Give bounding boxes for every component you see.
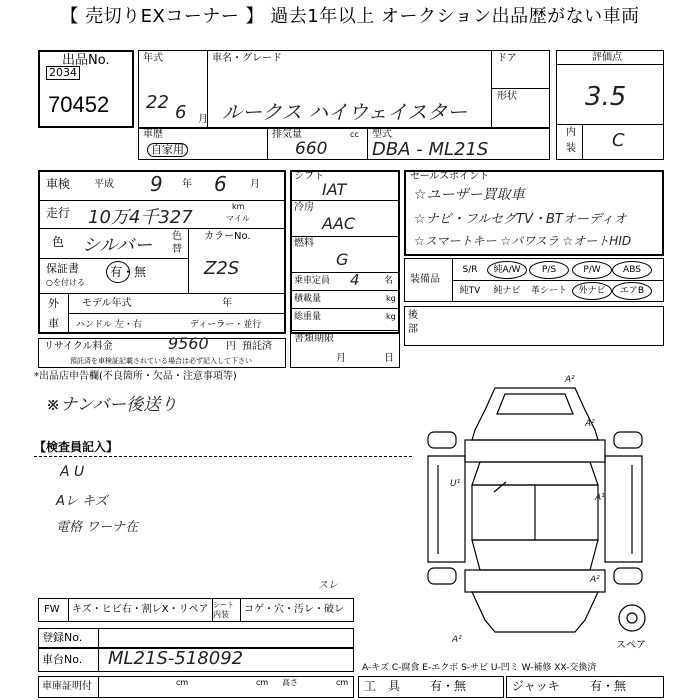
tools-label: 工 具 [364,679,401,693]
capacity-value: 4 [350,271,360,289]
warranty-label: 保証書 [46,262,79,275]
month-suffix: 月 [198,114,208,125]
color-no-label: カラーNo. [204,231,251,242]
sales-point-3: ☆スマートキー ☆パワスラ ☆オートHID [414,234,632,248]
gross-unit: kg [386,312,396,321]
mileage-value: 10万4千327 [88,207,193,228]
ac-value: AAC [322,214,356,233]
damage-mark: A² [585,419,595,429]
remarks-header: *出品店申告欄(不良箇所・欠品・注意事項等) [34,371,237,382]
history-value: 自家用 [147,143,188,157]
jack-label: ジャッキ [512,679,560,693]
equip-pw-circle [572,261,612,279]
divider [98,676,99,698]
seat-label-1: シート [213,601,234,609]
equip-navi: 純ナビ [493,286,521,296]
cert-label: 車庫証明付 [42,681,92,692]
divider [68,313,286,314]
divider [290,308,400,309]
reg-label: 登録No. [42,631,83,644]
rear-label-1: 後 [408,310,418,321]
equip-airbag-circle [612,282,652,300]
divider [38,200,286,201]
fw-label: FW [44,604,60,615]
rear-label-2: 部 [408,324,418,335]
year-value: 22 [146,92,169,113]
door-label: ドア [497,53,517,64]
divider [68,598,69,622]
grade-value: 3.5 [585,82,627,112]
dealer-label: ディーラー・並行 [190,320,262,330]
ac-label: 冷房 [294,202,314,213]
capacity-unit: 名 [384,276,394,286]
divider [98,628,99,648]
seat-items: コゲ・穴・汚レ・破レ [244,604,344,615]
foreign-label-2: 車 [48,317,59,330]
color-no-value: Z2S [204,258,240,279]
model-year-label: モデル年式 [82,298,132,309]
foreign-label-1: 外 [48,297,59,310]
month-unit: 月 [250,179,260,190]
model-value: DBA - ML21S [372,139,489,160]
handle-label: ハンドル 左・右 [76,320,142,330]
recycle-label: リサイクル料金 [44,341,113,352]
mileage-label: 走行 [46,206,71,220]
shape-label: 形状 [497,91,517,102]
divider [98,648,99,672]
inspection-era: 平成 [94,179,114,190]
equip-ps-circle [529,261,569,279]
divider [68,293,69,334]
equip-pw: P/W [583,265,601,275]
cc-label: 排気量 [272,129,302,140]
name-value: ルークス ハイウェイスター [222,100,468,124]
sales-point-1: ☆ユーザー買取車 [414,187,525,203]
divider [188,228,189,293]
chassis-value: ML21S-518092 [108,648,244,669]
damage-mark: A¹ [595,493,605,503]
equip-sr: S/R [462,265,478,275]
height-label: 高さ [282,678,298,687]
model-label: 型式 [372,129,392,140]
fuel-label: 燃料 [294,238,314,249]
cm-unit-3: cm [336,678,349,687]
chassis-label: 車台No. [42,653,83,666]
divider [582,124,583,160]
cm-unit-1: cm [176,678,189,687]
divider [452,280,664,281]
divider [290,236,400,237]
equipment-label: 装備品 [410,274,440,285]
equip-abs-circle [612,261,652,279]
history-label: 車歴 [143,129,163,140]
load-unit: kg [386,294,396,303]
recycle-value: 9560 [168,334,209,353]
inspector-line-2: Aレ キズ [56,494,108,509]
warranty-sub: ○を付ける [46,278,85,287]
equip-ext-navi: 外ナビ [578,286,606,296]
interior-label-2: 装 [566,143,576,154]
banner-title: 【 売切りEXコーナー 】 過去1年以上 オークション出品歴がない車両 [60,6,640,27]
inspector-line-3: 電格 ワーナ在 [56,520,139,535]
damage-mark: A² [452,635,462,645]
lot-number: 70452 [48,92,110,117]
interior-label-1: 内 [566,127,576,138]
fw-items: キズ・ヒビ右・割レX・リペア [72,604,209,615]
color-value: シルバー [82,235,153,256]
divider [38,258,188,259]
color-change-1: 色 [172,231,182,242]
model-year-unit: 年 [222,298,232,309]
equip-leather: 革シート [531,286,568,296]
divider [491,50,492,128]
divider [290,290,400,291]
inspection-month: 6 [214,172,227,196]
name-label: 車名・グレード [212,53,282,64]
fuel-value: G [336,250,349,269]
recycle-note: 預託済を車検証記載されている場合は必ず記入して下さい [70,357,252,365]
month-value: 6 [175,102,187,123]
damage-mark: A² [590,575,600,585]
equip-ext-navi-circle [572,282,612,300]
divider [367,128,368,160]
divider [240,598,241,622]
inspection-year: 9 [150,172,163,196]
divider [34,456,412,457]
inspector-line-1: A U [60,464,85,480]
spare-label: スペア [616,640,646,651]
recycle-unit: 円 [226,341,236,352]
inspector-header: 【検査員記入】 [34,440,119,454]
divider [556,124,664,125]
divider [556,64,664,65]
mileage-unit-mile: マイル [226,214,250,223]
jack-value: 有・無 [590,679,627,693]
seat-mark: スレ [318,580,338,591]
divider [491,88,550,89]
doc-month: 月 [336,353,346,364]
load-label: 積載量 [294,294,322,304]
damage-mark: U¹ [450,479,461,489]
warranty-circle [106,261,130,283]
gross-label: 総重量 [294,312,322,322]
equip-airbag: エアB [619,286,645,296]
color-change-2: 替 [172,244,182,255]
shift-label: シフト [294,171,324,182]
divider [290,200,400,201]
equip-abs: ABS [623,265,641,275]
rear-box [404,306,664,346]
divider [38,293,286,294]
capacity-label: 乗車定員 [294,276,331,286]
shift-value: IAT [322,180,347,199]
equip-aw: 純A/W [493,265,521,275]
color-label: 色 [52,235,65,249]
car-diagram [410,370,660,650]
year-unit: 年 [182,179,192,190]
sales-point-2: ☆ナビ・フルセグTV・BTオーディオ [414,212,627,227]
doc-label: 書類期限 [294,333,334,344]
reg-row [38,628,354,648]
interior-value: C [612,130,625,151]
recycle-status: 預託済 [242,341,272,352]
cc-value: 660 [295,139,328,159]
inspection-label: 車検 [46,177,71,191]
equip-tv: 純TV [459,286,481,296]
cm-unit-2: cm [256,678,269,687]
tools-value: 有・無 [430,679,467,693]
warranty-value: 有・無 [110,265,147,279]
equip-ps: P/S [541,265,557,275]
equip-aw-circle [487,261,527,279]
legend: A-キズ C-腐食 E-エクボ S-サビ U-凹ミ W-補修 XX-交換済 [362,663,597,673]
lot-prefix: 2034 [46,66,80,80]
grade-label: 評価点 [592,52,622,63]
doc-day: 日 [384,353,394,364]
mileage-unit-km: km [232,202,245,211]
remarks-text: ※ナンバー後送り [46,395,178,415]
divider [290,272,400,273]
seat-label-2: 内装 [213,610,229,619]
divider [267,128,268,160]
cc-unit: cc [350,130,359,139]
sales-points-label: セールスポイント [410,171,490,182]
damage-mark: A² [565,375,575,385]
year-label: 年式 [143,53,163,64]
lot-label: 出品No. [62,53,110,68]
